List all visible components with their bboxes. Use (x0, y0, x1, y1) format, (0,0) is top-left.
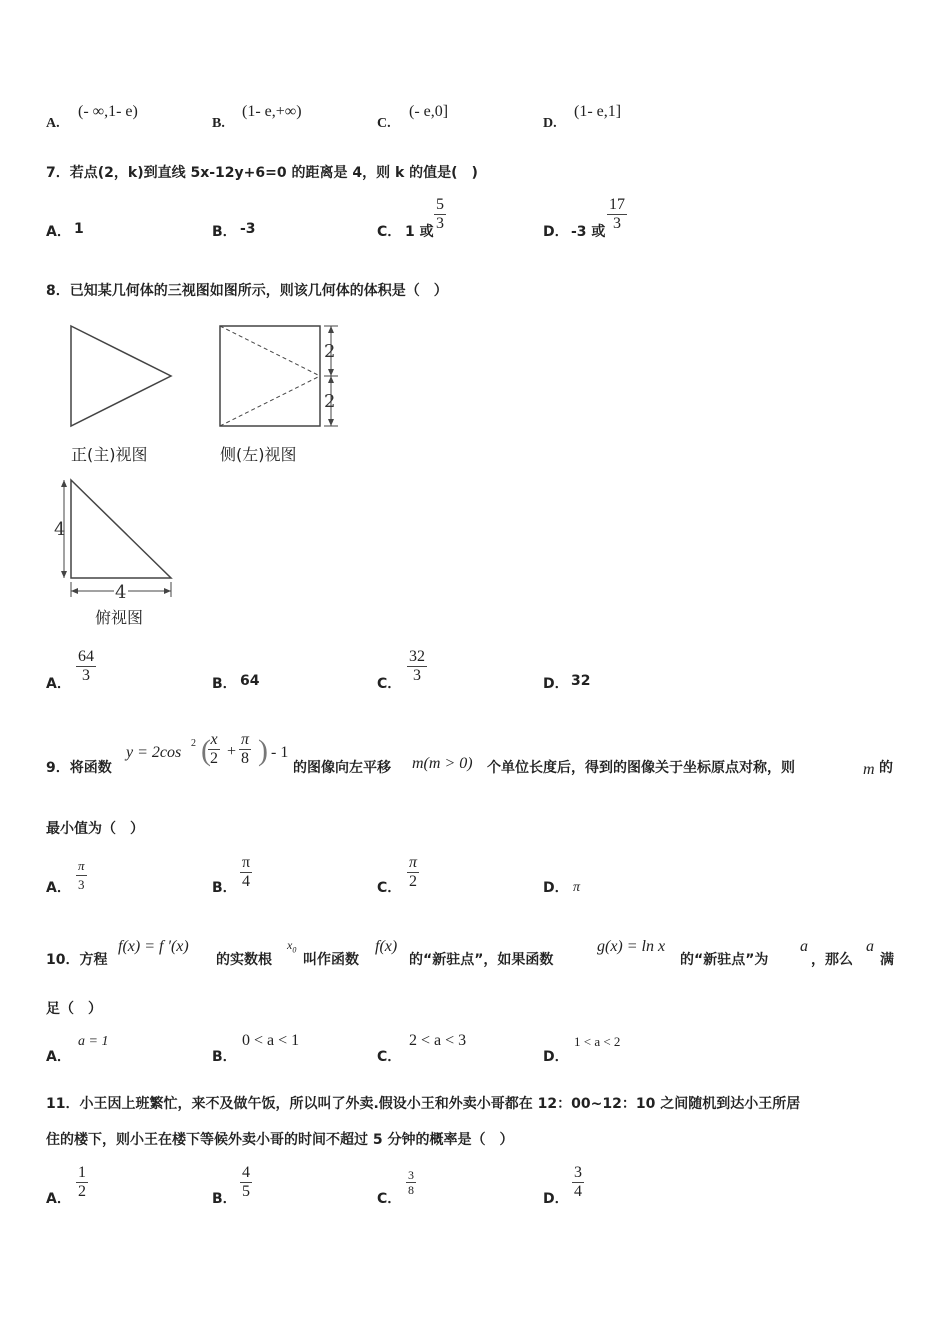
q10-a2: a (866, 938, 874, 955)
q10-option-b-value: 0 < a < 1 (242, 1032, 300, 1049)
top-view-triangle (71, 480, 171, 578)
q11-option-c-fraction (406, 1168, 416, 1197)
q9-fraction-pi-num: π (241, 731, 250, 748)
q10-text1: 的实数根 (216, 952, 272, 968)
q8-option-c-label: C． (377, 676, 402, 692)
q11-option-b-label: B． (212, 1191, 237, 1207)
q9-option-d-value: π (573, 880, 581, 895)
q9-minus-one: - 1 (271, 744, 289, 761)
q7-option-d-label: D． (543, 224, 569, 240)
q8-option-b-label: B． (212, 676, 237, 692)
side-dim-upper: 2 (324, 341, 336, 362)
q7-option-b-value: -3 (240, 221, 256, 237)
side-view-hidden-line-lower (220, 376, 320, 426)
q7-option-d-denominator: 3 (613, 215, 621, 232)
q9-option-c-num: π (409, 854, 418, 871)
q6-option-a-label: A. (46, 116, 60, 131)
side-view-square (220, 326, 320, 426)
q7-stem: 7．若点(2，k)到直线 5x-12y+6=0 的距离是 4，则 k 的值是( ) (46, 165, 478, 181)
q11-option-a-fraction (76, 1164, 88, 1201)
q9-text-shift: 的图像向左平移 (293, 760, 391, 776)
q11-option-c-label: C． (377, 1191, 402, 1207)
q9-option-c-label: C． (377, 880, 402, 896)
q9-number: 9．将函数 (46, 760, 112, 776)
q7-option-a-label: A． (46, 224, 71, 240)
q11-line2: 住的楼下，则小王在楼下等候外卖小哥的时间不超过 5 分钟的概率是（ ） (46, 1132, 514, 1148)
q10-option-d-label: D． (543, 1049, 569, 1065)
q9-option-a-den: 3 (78, 877, 85, 892)
q10-x0-subscript: 0 (292, 945, 297, 955)
q7-option-c-prefix: 1 或 (405, 224, 434, 240)
q6-option-a-math: (- ∞,1- e) (78, 103, 138, 120)
q7-option-c-label: C． (377, 224, 402, 240)
q6-option-b-math: (1- e,+∞) (242, 103, 302, 120)
q8-option-a-label: A． (46, 676, 71, 692)
q10-option-c-label: C． (377, 1049, 402, 1065)
q7-option-c-denominator: 3 (436, 215, 444, 232)
q8-option-c-denominator: 3 (413, 667, 421, 684)
q9-fraction-pi (239, 731, 251, 768)
q8-option-b-value: 64 (240, 673, 260, 689)
q7-option-d-numerator: 17 (609, 196, 625, 213)
q9-option-b-den: 4 (242, 873, 251, 890)
q11-option-d-fraction (572, 1164, 584, 1201)
q8-option-c-fraction (407, 648, 427, 685)
q7-option-c-fraction (434, 196, 446, 233)
q9-m: m (863, 761, 875, 778)
q7-option-d-prefix: -3 或 (571, 224, 606, 240)
q8-stem: 8．已知某几何体的三视图如图所示，则该几何体的体积是（ ） (46, 283, 448, 299)
q9-text-tail: 个单位长度后，得到的图像关于坐标原点对称，则 (487, 760, 795, 776)
q11-option-b-den: 5 (242, 1183, 250, 1200)
q11-option-a-den: 2 (78, 1183, 86, 1200)
q10-x0 (287, 938, 296, 954)
q9-de: 的 (879, 760, 893, 776)
q11-option-c-num: 3 (408, 1168, 414, 1182)
q8-option-a-numerator: 64 (78, 648, 94, 665)
q11-option-c-den: 8 (408, 1183, 414, 1197)
q10-text3: 的“新驻点”，如果函数 (409, 952, 554, 968)
q11-option-d-label: D． (543, 1191, 569, 1207)
q7-option-d-fraction (607, 196, 627, 233)
q8-three-view-diagram (54, 318, 360, 638)
q11-option-a-num: 1 (78, 1164, 86, 1181)
q9-fraction-x (208, 731, 220, 768)
q10-text2: 叫作函数 (303, 952, 359, 968)
q10-gx: g(x) = ln x (597, 938, 666, 955)
q10-option-d-value: 1 < a < 2 (574, 1034, 621, 1049)
q10-option-a-label: A． (46, 1049, 71, 1065)
q6-option-d-math: (1- e,1] (574, 103, 622, 120)
q9-superscript: 2 (191, 738, 196, 749)
q10-option-a-value: a = 1 (78, 1034, 109, 1049)
q9-fraction-x-den: 2 (210, 750, 218, 767)
front-view-triangle (71, 326, 171, 426)
q9-option-b-num: π (242, 854, 251, 871)
q9-plus: + (227, 743, 237, 760)
q9-option-c-den: 2 (409, 873, 417, 890)
q11-option-b-fraction (240, 1164, 252, 1201)
q8-option-c-numerator: 32 (409, 648, 425, 665)
q10-line2: 足（ ） (46, 1001, 102, 1017)
q10-a: a (800, 938, 808, 955)
q10-equation: f(x) = f ′(x) (118, 938, 189, 955)
q6-option-c-math: (- e,0] (409, 103, 449, 120)
q8-option-a-denominator: 3 (82, 667, 90, 684)
q11-option-a-label: A． (46, 1191, 71, 1207)
front-view-caption: 正(主)视图 (71, 445, 148, 464)
q7-option-a-value: 1 (74, 221, 84, 237)
q9-option-c-fraction (407, 854, 419, 891)
q6-option-c-label: C. (377, 116, 391, 131)
top-dim-height: 4 (54, 519, 66, 540)
q9-left-paren: ( (201, 734, 211, 767)
q7-option-b-label: B． (212, 224, 237, 240)
q9-line2: 最小值为（ ） (46, 821, 144, 837)
q9-fraction-pi-den: 8 (241, 750, 249, 767)
q10-x0-base: x (287, 938, 293, 952)
q10-text6: 满 (880, 952, 894, 968)
side-dim-lower: 2 (324, 391, 336, 412)
q9-m-condition: m(m > 0) (412, 755, 473, 772)
q11-line1: 11．小王因上班繁忙，来不及做午饭，所以叫了外卖.假设小王和外卖小哥都在 12：00~12：10 之间随机到达小王所居 (46, 1096, 801, 1112)
q6-option-d-label: D. (543, 116, 557, 131)
q9-option-d-label: D． (543, 880, 569, 896)
q9-right-paren: ) (258, 734, 268, 767)
top-dim-width: 4 (115, 582, 127, 603)
side-view-caption: 侧(左)视图 (220, 445, 297, 464)
q8-option-a-fraction (76, 648, 96, 685)
q9-fraction-x-num: x (208, 731, 220, 750)
q9-option-b-label: B． (212, 880, 237, 896)
q11-option-d-num: 3 (574, 1164, 582, 1181)
q10-text5: ，那么 (811, 952, 853, 968)
q6-option-b-label: B. (212, 116, 225, 131)
q9-option-a-label: A． (46, 880, 71, 896)
q10-option-b-label: B． (212, 1049, 237, 1065)
q8-option-d-label: D． (543, 676, 569, 692)
q10-fx: f(x) (375, 938, 398, 955)
q9-option-b-fraction (240, 854, 252, 891)
q10-text4: 的“新驻点”为 (680, 952, 769, 968)
q11-option-b-num: 4 (242, 1164, 250, 1181)
q9-option-a-fraction (76, 857, 87, 894)
q10-option-c-value: 2 < a < 3 (409, 1032, 467, 1049)
q9-option-a-num: π (76, 857, 87, 876)
q11-option-d-den: 4 (574, 1183, 582, 1200)
q10-number: 10．方程 (46, 952, 108, 968)
q8-option-d-value: 32 (571, 673, 591, 689)
top-view-caption: 俯视图 (95, 608, 144, 627)
q9-function-lhs: y = 2cos (126, 744, 182, 761)
side-view-hidden-line-upper (220, 326, 320, 376)
q7-option-c-numerator: 5 (436, 196, 444, 213)
